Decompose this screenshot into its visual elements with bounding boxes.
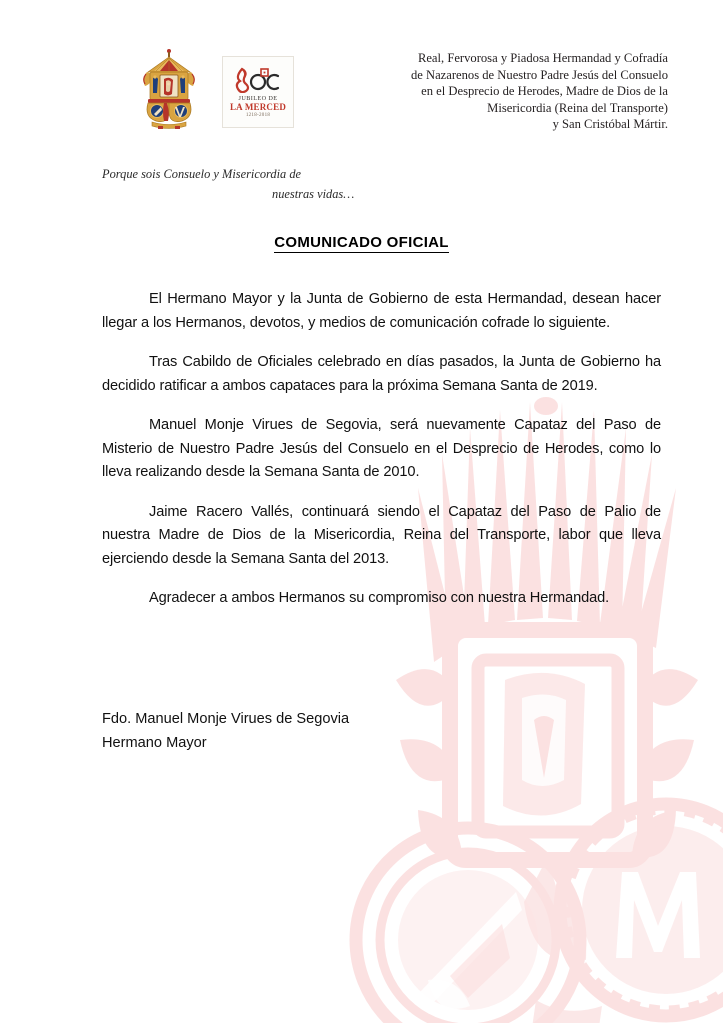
jubileo-800-monogram-icon [232,67,284,93]
paragraph-3: Manuel Monje Virues de Segovia, será nuevamente Capataz del Paso de Misterio de Nuestro Padre Jesús del Consuelo en el Desprecio de Herodes, como lo lleva realizando desde la Semana Santa de 2010. [102,417,661,480]
corporate-title-line-3: en el Desprecio de Herodes, Madre de Dios de la [421,84,668,99]
corporate-title-line-2: de Nazarenos de Nuestro Padre Jesús del Consuelo [410,67,668,82]
page-title [0,234,723,251]
corporate-title [330,48,668,133]
paragraph-5: Agradecer a ambos Hermanos su compromiso con nuestra Hermandad. [149,590,610,606]
jubileo-line1: JUBILEO DE [238,94,278,102]
corporate-title-line-5: y San Cristóbal Mártir. [552,117,668,132]
motto-line-2: nuestras vidas… [272,187,355,201]
paragraph-4: Jaime Racero Vallés, continuará siendo el Capataz del Paso de Palio de nuestra Madre de Dios de la Misericordia, Reina del Transporte, labor que lleva ejerciendo desde la Semana Santa del 2013. [102,503,661,567]
jubileo-line3: 1218-2018 [245,112,271,118]
signature-name: Fdo. Manuel Monje Virues de Segovia [102,711,350,727]
motto [102,164,572,204]
motto-line-1: Porque sois Consuelo y Misericordia de [102,167,302,181]
document-header [0,0,723,133]
signature-block [102,708,349,755]
paragraph-1: El Hermano Mayor y la Junta de Gobierno de esta Hermandad, desean hacer llegar a los Hermanos, devotos, y medios de comunicación cofrade lo siguiente. [102,291,661,331]
body-content [102,288,661,627]
corporate-title-line-1: Real, Fervorosa y Piadosa Hermandad y Cofradía [417,51,668,65]
paragraph-2: Tras Cabildo de Oficiales celebrado en días pasados, la Junta de Gobierno ha decidido ratificar a ambos capataces para la próxima Semana Santa de 2019. [102,354,661,394]
signature-role: Hermano Mayor [102,734,207,751]
corporate-title-line-4: Misericordia (Reina del Transporte) [487,100,668,115]
page-title-text: COMUNICADO OFICIAL [274,234,449,251]
jubileo-line2: LA MERCED [229,101,287,112]
heraldic-coat-of-arms-icon [138,48,200,130]
jubileo-logo [222,56,294,128]
